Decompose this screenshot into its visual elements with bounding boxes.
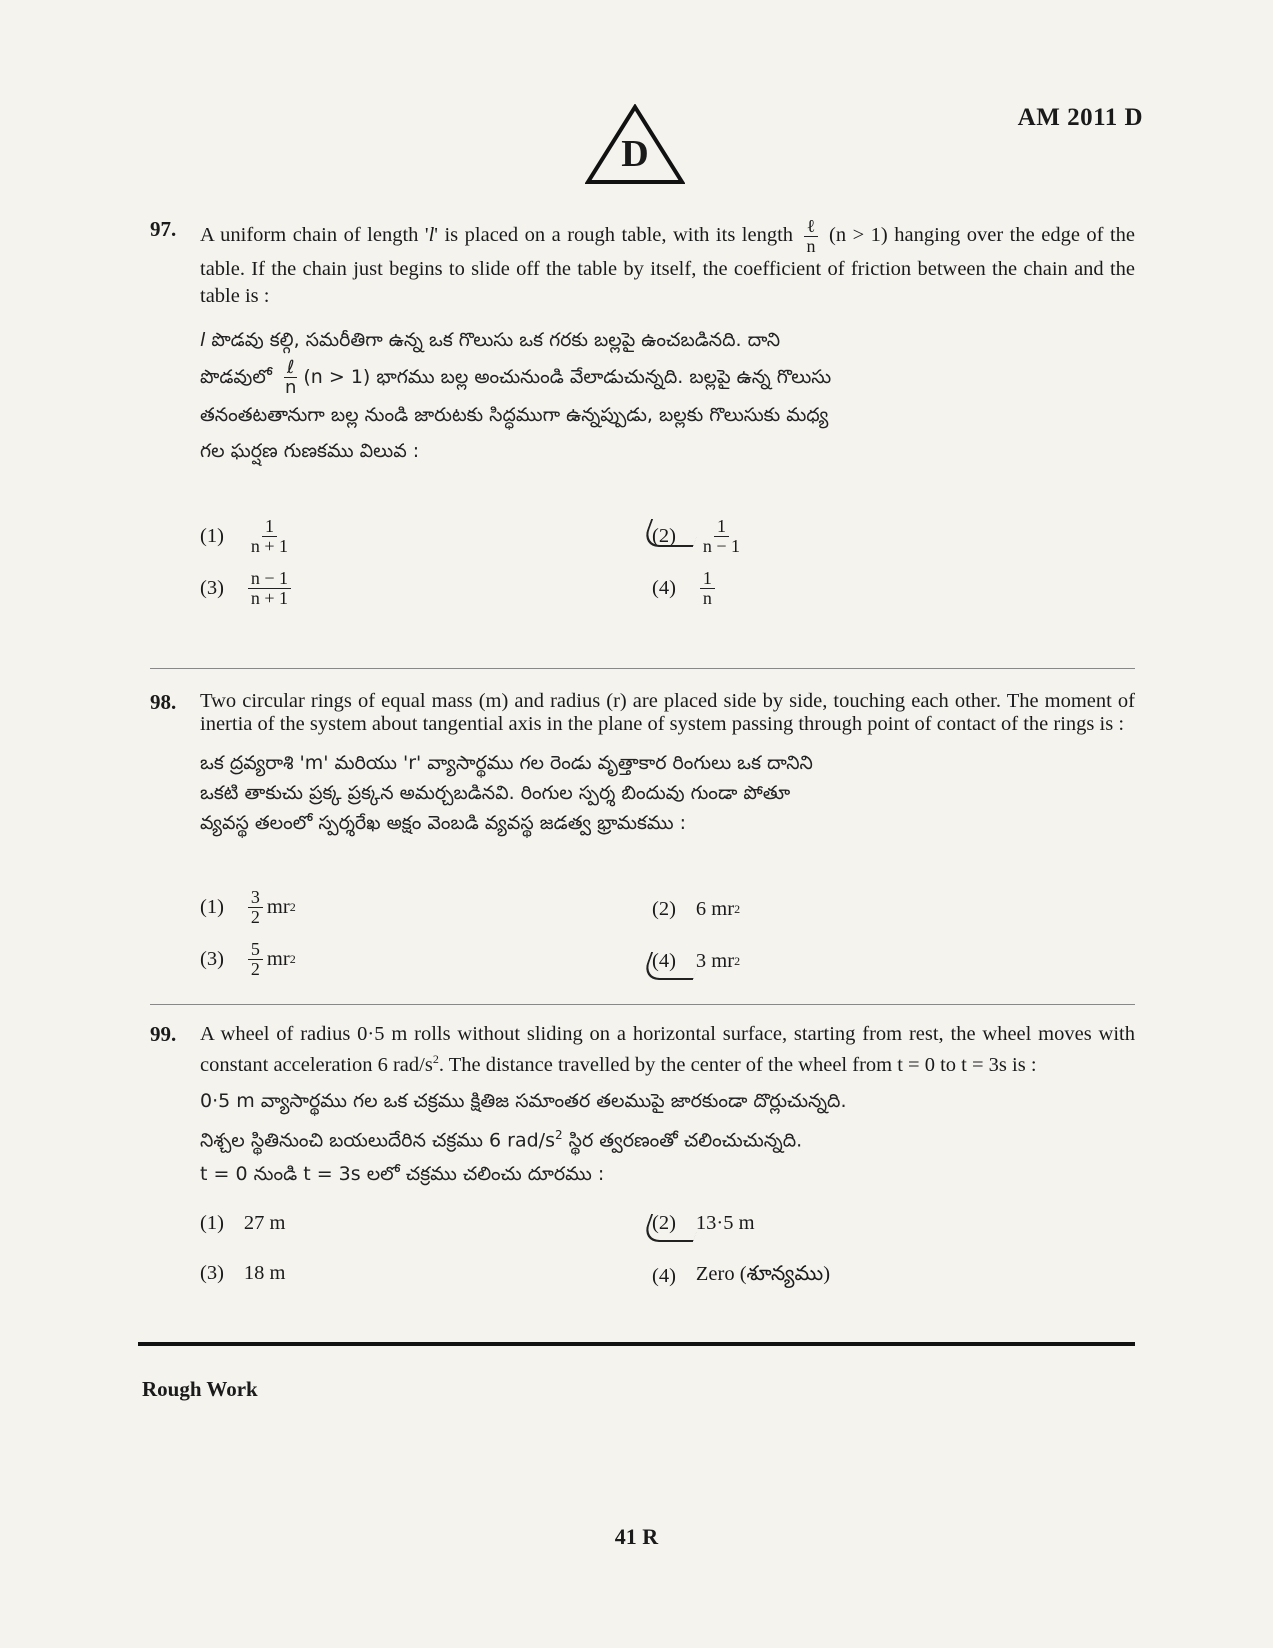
question-text-telugu: 0·5 m వ్యాసార్థము గల ఒక చక్రము క్షితిజ సమాంతర తలముపై జారకుండా దొర్లుచున్నది. నిశ్చల స్థితినుంచి బయలుదేరిన చక్రము 6 rad/$s^2$ స్థిర త్వరణంతో చలించుచున్నది. t = 0 నుండి t = 3s లలో చక్రము చలించు దూరము :	[200, 1089, 847, 1186]
rough-work-label: Rough Work	[142, 1377, 258, 1401]
question-text-english: A wheel of radius 0·5 m rolls without sliding on a horizontal surface, starting from rest, the wheel moves with constant acceleration 6 rad/$s^2$. The distance travelled by the center of the wheel from t = 0 to t = 3s is :	[200, 1023, 1135, 1076]
fraction: $\frac{\text{ℓ}}{n}$	[804, 217, 819, 256]
option-4-marked[interactable]: (4) 3 mr 2	[652, 950, 741, 972]
question-text-telugu: l పొడవు కల్గి, సమరీతిగా ఉన్న ఒక గొలుసు ఒక గరకు బల్లపై ఉంచబడినది. దాని పొడవులో $\frac{\text{ℓ}}{n}$ (n > 1) భాగము బల్ల అంచునుండి వేలాడుచున్నది. బల్లపై ఉన్న గొలుసు తనంతటతానుగా బల్ల నుండి జారుటకు సిద్ధముగా ఉన్నప్పుడు, బల్లకు గొలుసుకు మధ్య గల ఘర్షణ గుణకము విలువ :	[200, 329, 832, 462]
option-2-marked[interactable]: (2) $\frac{1}{n - 1}$	[652, 517, 747, 556]
divider	[150, 668, 1135, 669]
fraction: $\frac{\text{ℓ}}{n}$	[284, 357, 297, 398]
option-2-marked[interactable]: (2) 13·5 m	[652, 1212, 755, 1234]
paper-code: AM 2011 D	[1017, 104, 1143, 131]
question-text-telugu: ఒక ద్రవ్యరాశి 'm' మరియు 'r' వ్యాసార్థము గల రెండు వృత్తాకార రింగులు ఒక దానిని ఒకటి తాకుచు ప్రక్క ప్రక్కన అమర్చబడినవి. రింగుల స్పర్శ బిందువు గుండా పోతూ వ్యవస్థ తలంలో స్పర్శరేఖ అక్షం వెంబడి వ్యవస్థ జడత్వ భ్రామకము :	[200, 752, 813, 834]
option-3[interactable]: (3) 18 m	[200, 1262, 286, 1284]
option-1[interactable]: (1) 27 m	[200, 1212, 286, 1234]
question-98	[150, 690, 1135, 979]
option-1[interactable]: (1) $\frac{3}{2}$ mr 2	[200, 887, 296, 927]
set-code: D	[621, 133, 649, 175]
option-2[interactable]: (2) 6 mr 2	[652, 898, 741, 920]
option-3[interactable]: (3) $\frac{n - 1}{n + 1}$	[200, 569, 295, 608]
question-99	[150, 1022, 1135, 1287]
rough-work-divider	[138, 1342, 1135, 1346]
question-number: 97.	[150, 217, 177, 241]
option-4[interactable]: (4) $\frac{1}{n}$	[652, 569, 719, 608]
question-number: 99.	[150, 1022, 177, 1046]
divider	[150, 1004, 1135, 1005]
question-97	[150, 216, 1136, 608]
option-1[interactable]: (1) $\frac{1}{n + 1}$	[200, 516, 289, 556]
option-4[interactable]: (4) Zero (శూన్యము)	[652, 1263, 831, 1287]
question-text-english: A uniform chain of length 'l' is placed on a rough table, with its length $\frac{\text{ℓ}}{n}$ (n > 1) hanging over the edge of the table. If the chain just begins to slide off the table by itself, the coefficient of friction between the chain and the table is :	[200, 216, 1136, 307]
option-3[interactable]: (3) $\frac{5}{2}$ mr 2	[200, 939, 296, 979]
page-number: 41 R	[614, 1524, 659, 1549]
question-number: 98.	[150, 690, 177, 714]
question-text-english: Two circular rings of equal mass (m) and radius (r) are placed side by side, touching each other. The moment of inertia of the system about tangential axis in the plane of system passing through point of contact of the rings is :	[200, 690, 1135, 735]
